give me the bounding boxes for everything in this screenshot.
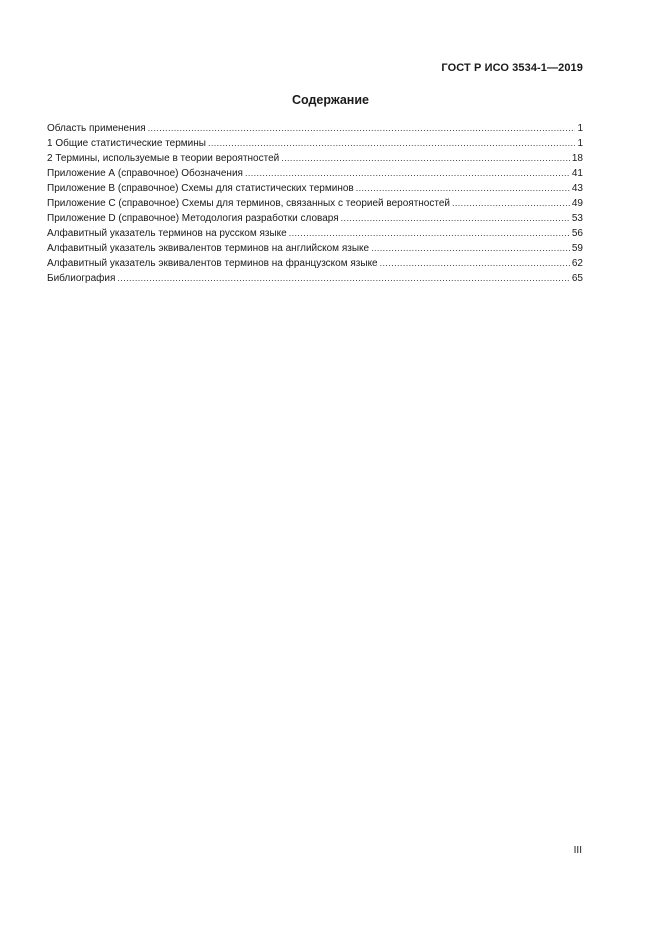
dot-leader: [452, 196, 570, 211]
dot-leader: [371, 241, 570, 256]
toc-entry-annex-c[interactable]: [47, 196, 583, 211]
table-of-contents: [47, 121, 583, 286]
toc-entry-page: 49: [571, 198, 583, 209]
dot-leader: [208, 136, 575, 151]
toc-entry-page: 41: [571, 168, 583, 179]
toc-entry-section-2[interactable]: [47, 151, 583, 166]
toc-entry-section-1[interactable]: [47, 136, 583, 151]
toc-entry-label: Библиография: [47, 273, 116, 284]
toc-title: Содержание: [291, 93, 369, 107]
toc-entry-page: 18: [571, 153, 583, 164]
toc-entry-page: 59: [571, 243, 583, 254]
toc-entry-label: Приложение А (справочное) Обозначения: [47, 168, 243, 179]
dot-leader: [289, 226, 570, 241]
page-number: III: [573, 845, 582, 856]
dot-leader: [148, 121, 576, 136]
toc-entry-page: 53: [571, 213, 583, 224]
toc-entry-label: Приложение В (справочное) Схемы для статистических терминов: [47, 183, 354, 194]
dot-leader: [380, 256, 570, 271]
toc-entry-page: 62: [571, 258, 583, 269]
toc-entry-page: 65: [571, 273, 583, 284]
toc-entry-label: Алфавитный указатель эквивалентов терминов на французском языке: [47, 258, 378, 269]
toc-entry-page: 43: [571, 183, 583, 194]
dot-leader: [281, 151, 570, 166]
toc-entry-bibliography[interactable]: [47, 271, 583, 286]
toc-entry-page: 1: [577, 138, 583, 149]
toc-entry-scope[interactable]: [47, 121, 583, 136]
toc-entry-label: Алфавитный указатель терминов на русском языке: [47, 228, 287, 239]
toc-entry-annex-b[interactable]: [47, 181, 583, 196]
toc-entry-label: Область применения: [47, 123, 146, 134]
toc-entry-index-english[interactable]: [47, 241, 583, 256]
toc-entry-label: Приложение С (справочное) Схемы для терминов, связанных с теорией вероятностей: [47, 198, 450, 209]
toc-entry-label: 1 Общие статистические термины: [47, 138, 206, 149]
toc-entry-index-russian[interactable]: [47, 226, 583, 241]
dot-leader: [341, 211, 570, 226]
toc-entry-page: 56: [571, 228, 583, 239]
toc-entry-index-french[interactable]: [47, 256, 583, 271]
dot-leader: [117, 271, 569, 286]
document-code: ГОСТ Р ИСО 3534-1—2019: [441, 62, 583, 74]
toc-entry-annex-d[interactable]: [47, 211, 583, 226]
toc-entry-page: 1: [577, 123, 583, 134]
toc-entry-label: Алфавитный указатель эквивалентов терминов на английском языке: [47, 243, 370, 254]
toc-entry-label: 2 Термины, используемые в теории вероятностей: [47, 153, 280, 164]
dot-leader: [245, 166, 570, 181]
toc-entry-label: Приложение D (справочное) Методология разработки словаря: [47, 213, 339, 224]
toc-entry-annex-a[interactable]: [47, 166, 583, 181]
dot-leader: [356, 181, 570, 196]
